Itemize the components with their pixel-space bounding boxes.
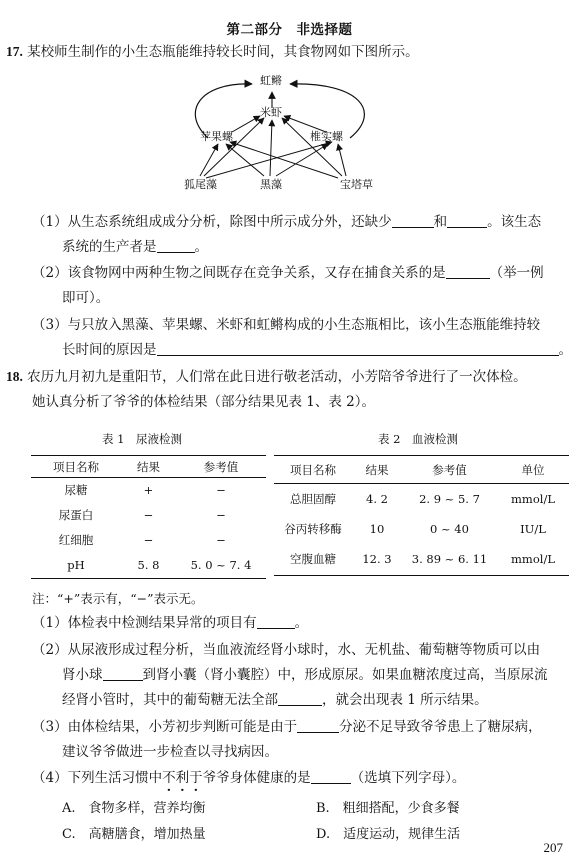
legend-note: 注：“+”表示有，“−”表示无。: [32, 591, 204, 606]
q17-p2-number: （2）: [32, 265, 68, 281]
table-row: [274, 544, 569, 576]
q17-stem-line: [6, 43, 419, 61]
q18-p3-number: （3）: [32, 719, 68, 735]
food-web-diagram: [160, 72, 420, 200]
arrow-hydrilla-to-shrimp: [270, 120, 272, 176]
emphasis-char: 不: [162, 770, 176, 786]
option-c[interactable]: C. 高糖膳食，增加热量: [62, 827, 206, 842]
q18-p4-text-c: （选填下列字母）。: [350, 770, 466, 786]
table-cell: 谷丙转移酶: [284, 521, 342, 536]
table-cell: −: [143, 533, 154, 547]
q17-p1-line2: [62, 238, 208, 256]
answer-blank[interactable]: [297, 718, 339, 733]
table-header: 项目名称: [290, 462, 336, 477]
table-cell: 空腹血糖: [290, 552, 336, 567]
q18-p3-line1: [32, 718, 542, 736]
table-header: 单位: [521, 462, 545, 477]
answer-blank[interactable]: [392, 213, 434, 228]
table-header: 结果: [137, 459, 160, 474]
q17-p2-text-a: 该食物网中两种生物之间既存在竞争关系，又存在捕食关系的是: [67, 265, 446, 281]
node-shrimp: 米虾: [260, 106, 282, 119]
q18-p4-line: [32, 769, 465, 787]
q17-p1-text-b: 和: [433, 214, 448, 230]
q18-p2-text-b: 肾小球: [62, 667, 103, 683]
q18-stem-line2: 她认真分析了爷爷的体检结果（部分结果见表 1、表 2）。: [32, 394, 376, 410]
q18-p4-number: （4）: [32, 770, 68, 786]
q17-p2-line1: [32, 264, 544, 282]
arrow-foxtail-to-shrimp: [204, 118, 264, 176]
q17-stem: 某校师生制作的小生态瓶能维持较长时间，其食物网如下图所示。: [27, 44, 419, 60]
q17-p2-text-b: （举一例: [489, 265, 544, 281]
q18-p4-text-b: 爷爷身体健康的是: [202, 770, 311, 786]
q17-p3-text-a: 与只放入黑藻、苹果螺、米虾和虹鳉构成的小生态瓶相比，该小生态瓶能维持较: [67, 317, 541, 333]
q18-p2-line3: [62, 691, 488, 709]
table-cell: +: [143, 483, 154, 498]
table-cell: 10: [369, 521, 385, 536]
emphasis-char: 利: [175, 770, 190, 786]
table-cell: 5. 0 ~ 7. 4: [190, 558, 252, 573]
q17-number: 17.: [6, 44, 23, 59]
node-pond-snail: 椎实螺: [310, 130, 343, 143]
table-row: [31, 478, 266, 503]
q18-p3-text-b: 分泌不足导致爷爷患上了糖尿病，: [339, 719, 542, 735]
q18-number: 18.: [6, 369, 23, 384]
q17-p1-text-e: 。: [194, 239, 208, 255]
q18-p2-text-c: 到肾小囊（肾小囊腔）中，形成原尿。如果血糖浓度过高，当原尿流: [142, 667, 548, 683]
table1-caption: 表 1 尿液检测: [102, 432, 182, 446]
q18-stem-line1: [6, 368, 527, 386]
q18-p2-text-e: ，就会出现表 1 所示结果。: [322, 692, 488, 708]
q17-p3-line1: [32, 316, 540, 334]
q18-p2-line1: [32, 641, 540, 659]
table-cell: 4. 2: [366, 491, 388, 506]
arrow-hydrilla-to-apple-snail: [226, 144, 264, 176]
node-hydrilla: 黑藻: [260, 178, 282, 191]
answer-blank[interactable]: [278, 691, 322, 706]
table-row: [274, 514, 569, 544]
table-cell: −: [216, 508, 226, 522]
table-cell: IU/L: [520, 521, 546, 536]
arrow-apple-snail-to-shrimp: [232, 116, 260, 132]
answer-blank[interactable]: [103, 666, 143, 681]
q17-p1-number: （1）: [32, 214, 68, 230]
q18-p3-text-a: 由体检结果，小芳初步判断可能是由于: [67, 719, 298, 735]
table-row: [31, 503, 266, 528]
table-row: [31, 553, 266, 579]
table-header: 参考值: [432, 462, 467, 477]
q18-stem1: 农历九月初九是重阳节，人们常在此日进行敬老活动，小芳陪爷爷进行了一次体检。: [27, 369, 527, 385]
answer-blank[interactable]: [446, 264, 490, 279]
q18-p1-text-a: 体检表中检测结果异常的项目有: [67, 615, 257, 631]
table-header: 项目名称: [53, 459, 99, 474]
table-cell: 红细胞: [58, 533, 94, 547]
q17-p3-text-b: 长时间的原因是: [62, 342, 157, 358]
option-b[interactable]: B. 粗细搭配，少食多餐: [316, 801, 460, 816]
table-header: 参考值: [203, 459, 239, 474]
table-urine-test: [31, 455, 266, 579]
q18-p2-text-d: 经肾小管时，其中的葡萄糖无法全部: [62, 692, 278, 708]
table-cell: 尿蛋白: [58, 508, 94, 522]
table-cell: 0 ~ 40: [430, 521, 469, 536]
table-row: [274, 484, 569, 514]
answer-blank[interactable]: [257, 614, 295, 629]
table-cell: pH: [67, 558, 85, 573]
q17-p2-line2: 即可）。: [62, 290, 110, 306]
q18-p1-line: [32, 614, 308, 632]
section-title: 第二部分 非选择题: [226, 22, 353, 38]
q17-p1-text-c: 。该生态: [487, 214, 542, 230]
q18-p3-line2: 建议爷爷做进一步检查以寻找病因。: [62, 744, 278, 760]
table-row: [31, 528, 266, 553]
q17-p1-line1: [32, 213, 541, 231]
node-pagoda-grass: 宝塔草: [340, 178, 373, 191]
arrow-pagoda-to-pond-snail: [338, 144, 346, 176]
node-foxtail-algae: 狐尾藻: [184, 178, 217, 191]
answer-blank[interactable]: [157, 341, 559, 356]
option-a[interactable]: A. 食物多样，营养均衡: [62, 801, 206, 816]
answer-blank[interactable]: [447, 213, 487, 228]
q18-p1-number: （1）: [32, 615, 68, 631]
table-blood-test: [274, 455, 569, 576]
q17-p1-text-d: 系统的生产者是: [62, 239, 157, 255]
q17-p1-text-a: 从生态系统组成成分分析，除图中所示成分外，还缺少: [67, 214, 392, 230]
q18-p4-text-a: 下列生活习惯中: [67, 770, 163, 786]
answer-blank[interactable]: [311, 769, 351, 784]
q17-p3-line2: [62, 341, 572, 359]
answer-blank[interactable]: [157, 238, 195, 253]
q18-p2-text-a: 从尿液形成过程分析，当血液流经肾小球时，水、无机盐、葡萄糖等物质可以由: [67, 642, 541, 658]
option-d[interactable]: D. 适度运动，规律生活: [316, 827, 461, 842]
table-cell: 12. 3: [362, 552, 392, 567]
q17-p3-text-c: 。: [558, 342, 572, 358]
table-header: 结果: [365, 462, 389, 477]
node-apple-snail: 苹果螺: [200, 130, 233, 143]
table-cell: −: [143, 508, 154, 522]
table-cell: mmol/L: [511, 552, 555, 567]
q18-p2-line2: [62, 666, 548, 684]
q17-p3-number: （3）: [32, 317, 68, 333]
table-cell: −: [216, 533, 226, 547]
table-cell: 5. 8: [137, 558, 160, 573]
table-cell: 总胆固醇: [290, 491, 336, 506]
node-guppy: 虹鳉: [260, 74, 282, 87]
table-cell: 2. 9 ~ 5. 7: [419, 491, 480, 506]
table-cell: −: [216, 483, 226, 498]
table-cell: mmol/L: [511, 491, 555, 506]
page-number: 207: [543, 840, 563, 855]
q18-p2-number: （2）: [32, 642, 68, 658]
table-cell: 尿糖: [64, 483, 88, 498]
q18-p1-text-b: 。: [294, 615, 309, 631]
emphasis-char: 于: [189, 770, 203, 786]
table2-caption: 表 2 血液检测: [378, 432, 458, 446]
table-cell: 3. 89 ~ 6. 11: [411, 552, 488, 567]
